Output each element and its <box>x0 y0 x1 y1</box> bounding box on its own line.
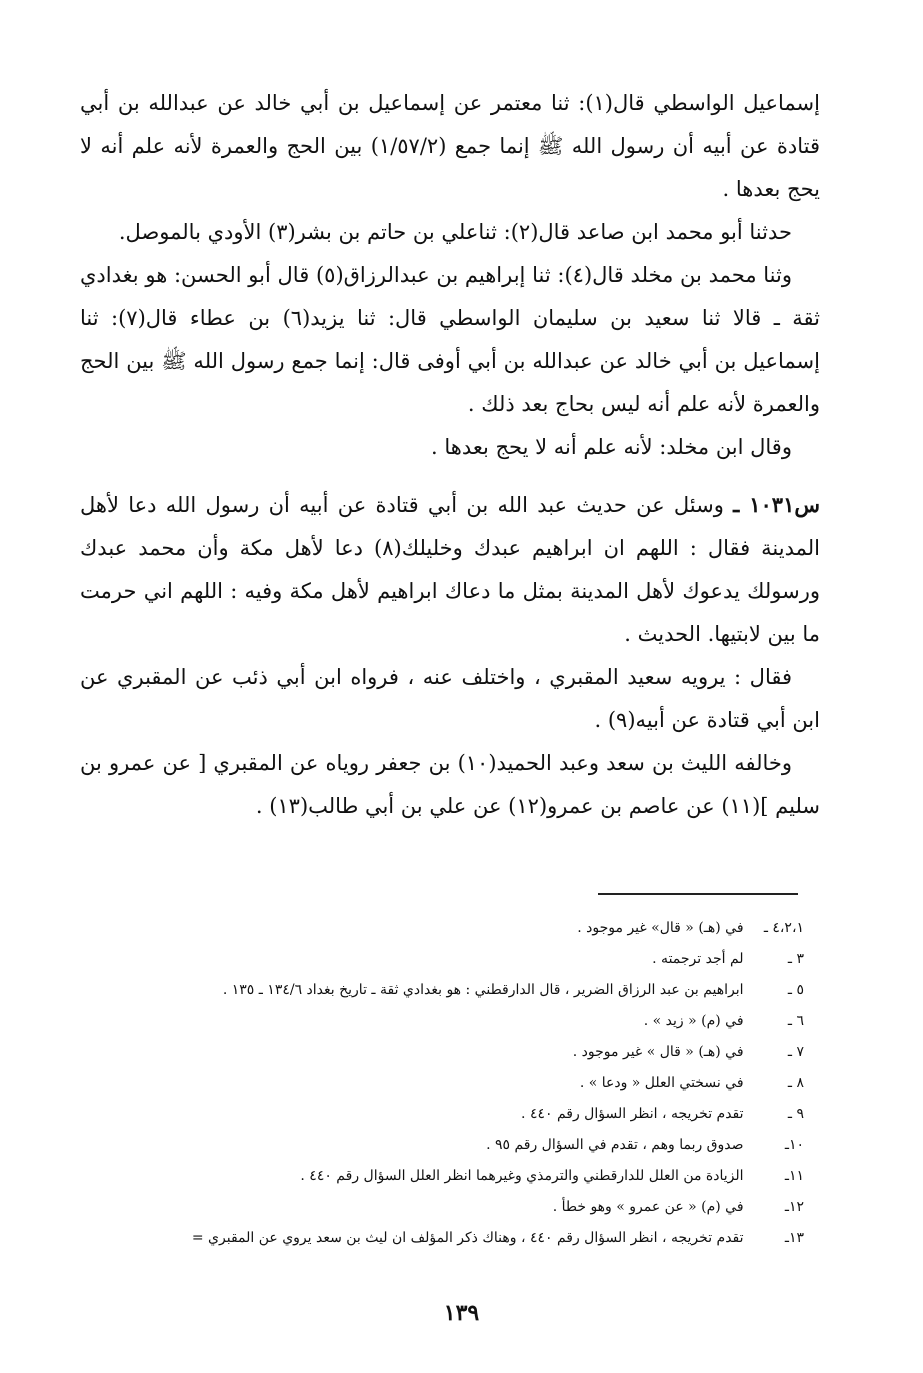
footnote <box>96 975 804 1006</box>
footnote <box>96 1006 804 1037</box>
footnote-number: ٣ ـ <box>787 951 804 967</box>
question-text: وسئل عن حديث عبد الله بن أبي قتادة عن أبيه أن رسول الله دعا لأهل المدينة فقال : اللهم ان ابراهيم عبدك وخليلك(٨) دعا لأهل مكة وأن محمد عبدك ورسولك يدعوك لأهل المدينة بمثل ما دعاك ابراهيم لأهل مكة وفيه : اللهم اني حرمت ما بين لابتيها. الحديث . <box>80 493 820 646</box>
footnote-text: في نسختي العلل « ودعا » . <box>579 1075 744 1091</box>
footnote-separator <box>598 893 798 895</box>
footnote-number: ٦ ـ <box>787 1013 804 1029</box>
footnote <box>96 1192 804 1223</box>
footnote-number: ١٠ـ <box>784 1137 804 1153</box>
paragraph: إسماعيل الواسطي قال(١): ثنا معتمر عن إسماعيل بن أبي خالد عن عبدالله بن أبي قتادة عن أبيه أن رسول الله ﷺ إنما جمع (١/٥٧/٢) بين الحج والعمرة لأنه علم أنه لا يحج بعدها . <box>80 91 820 201</box>
footnote-text: في (م) « زيد » . <box>643 1013 744 1029</box>
paragraph: وثنا محمد بن مخلد قال(٤): ثنا إبراهيم بن عبدالرزاق(٥) قال أبو الحسن: هو بغدادي ثقة ـ قالا ثنا سعيد بن سليمان الواسطي قال: ثنا يزيد(٦) بن عطاء قال(٧): ثنا إسماعيل بن أبي خالد عن عبدالله بن أبي أوفى قال: إنما جمع رسول الله ﷺ بين الحج والعمرة لأنه علم أنه ليس بحاج بعد ذلك . <box>80 263 821 416</box>
footnote-text: لم أجد ترجمته . <box>652 951 744 967</box>
footnotes <box>96 913 804 1254</box>
footnote-number: ١٣ـ <box>784 1230 804 1246</box>
footnote <box>96 1037 804 1068</box>
footnote <box>96 1068 804 1099</box>
footnote <box>96 1099 804 1130</box>
footnote <box>96 1130 804 1161</box>
footnote <box>96 1161 804 1192</box>
footnote-number: ٨ ـ <box>787 1075 804 1091</box>
footnote-text: تقدم تخريجه ، انظر السؤال رقم ٤٤٠ ، وهناك ذكر المؤلف ان ليث بن سعد يروي عن المقبري = <box>191 1230 744 1246</box>
answer-paragraph: فقال : يرويه سعيد المقبري ، واختلف عنه ، فرواه ابن أبي ذئب عن المقبري عن ابن أبي قتادة عن أبيه(٩) . <box>80 665 820 732</box>
answer-paragraph: وخالفه الليث بن سعد وعبد الحميد(١٠) بن جعفر روياه عن المقبري [ عن عمرو بن سليم ](١١) عن عاصم بن عمرو(١٢) عن علي بن أبي طالب(١٣) . <box>80 751 820 818</box>
footnote-number: ٧ ـ <box>787 1044 804 1060</box>
footnote-number: ٤،٢،١ ـ <box>763 920 804 936</box>
footnote <box>96 913 804 944</box>
footnote-number: ٩ ـ <box>787 1106 804 1122</box>
question-number: س١٠٣١ ـ <box>733 492 820 517</box>
paragraph: وقال ابن مخلد: لأنه علم أنه لا يحج بعدها . <box>431 435 792 459</box>
footnote-text: في (هـ) « قال» غير موجود . <box>577 920 744 936</box>
page-number: ١٣٩ <box>443 1300 480 1326</box>
footnote-text: تقدم تخريجه ، انظر السؤال رقم ٤٤٠ . <box>521 1106 744 1122</box>
footnote <box>96 944 804 975</box>
footnote-number: ٥ ـ <box>787 982 804 998</box>
footnote-text: ابراهيم بن عبد الرزاق الضرير ، قال الدارقطني : هو بغدادي ثقة ـ تاريخ بغداد ١٣٤/٦ ـ ١٣٥ . <box>222 982 744 998</box>
footnote-text: صدوق ربما وهم ، تقدم في السؤال رقم ٩٥ . <box>486 1137 744 1153</box>
question-paragraph <box>80 483 820 656</box>
footnote-text: الزيادة من العلل للدارقطني والترمذي وغيرهما انظر العلل السؤال رقم ٤٤٠ . <box>300 1168 744 1184</box>
footnote-text: في (م) « عن عمرو » وهو خطأ . <box>552 1199 744 1215</box>
main-text <box>80 82 820 828</box>
footnote <box>96 1223 804 1254</box>
footnote-number: ١٢ـ <box>784 1199 804 1215</box>
paragraph: حدثنا أبو محمد ابن صاعد قال(٢): ثناعلي بن حاتم بن بشر(٣) الأودي بالموصل. <box>118 220 792 244</box>
footnote-number: ١١ـ <box>784 1168 804 1184</box>
footnote-text: في (هـ) « قال » غير موجود . <box>572 1044 744 1060</box>
